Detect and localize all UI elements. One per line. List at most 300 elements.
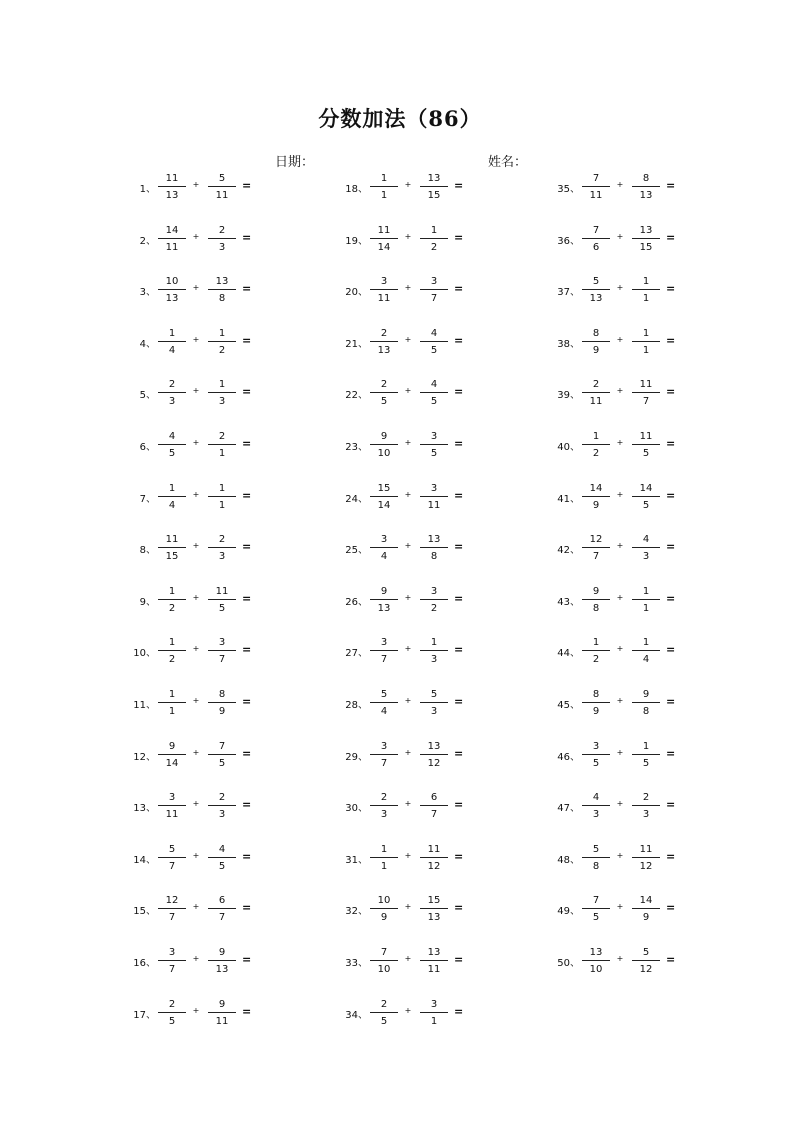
numerator: 7 bbox=[592, 895, 600, 907]
fraction-bar bbox=[158, 857, 186, 858]
numerator: 8 bbox=[592, 327, 600, 339]
numerator: 3 bbox=[168, 946, 176, 958]
fraction-bar bbox=[632, 238, 660, 239]
equals-sign: = bbox=[666, 952, 676, 966]
first-fraction bbox=[582, 791, 610, 821]
fraction-bar bbox=[632, 599, 660, 600]
first-fraction bbox=[158, 791, 186, 821]
problem-row bbox=[118, 631, 358, 683]
plus-sign: + bbox=[404, 1005, 412, 1015]
denominator: 11 bbox=[589, 190, 603, 201]
denominator: 3 bbox=[642, 809, 650, 821]
problem-number: 34、 bbox=[345, 1009, 368, 1021]
denominator: 5 bbox=[218, 757, 226, 769]
fraction-bar bbox=[632, 650, 660, 651]
equals-sign: = bbox=[242, 282, 252, 296]
second-fraction bbox=[208, 843, 236, 873]
first-fraction bbox=[582, 275, 610, 305]
problem-number: 46、 bbox=[557, 751, 580, 763]
numerator: 3 bbox=[430, 998, 438, 1010]
problem-number: 9、 bbox=[139, 596, 156, 608]
problem-row bbox=[118, 322, 358, 374]
numerator: 3 bbox=[430, 276, 438, 288]
denominator: 7 bbox=[380, 654, 388, 666]
first-fraction bbox=[582, 636, 610, 666]
fraction-bar bbox=[208, 444, 236, 445]
numerator: 7 bbox=[592, 173, 600, 184]
numerator: 2 bbox=[592, 379, 600, 391]
plus-sign: + bbox=[192, 386, 200, 396]
problem-row bbox=[542, 322, 782, 374]
second-fraction bbox=[632, 791, 660, 821]
numerator: 6 bbox=[218, 895, 226, 907]
denominator: 15 bbox=[165, 551, 179, 563]
problem-number: 24、 bbox=[345, 493, 368, 505]
problem-number: 38、 bbox=[557, 338, 580, 350]
problem-row bbox=[330, 425, 570, 477]
first-fraction bbox=[370, 688, 398, 718]
plus-sign: + bbox=[404, 334, 412, 344]
problem-number: 29、 bbox=[345, 751, 368, 763]
equals-sign: = bbox=[666, 643, 676, 657]
plus-sign: + bbox=[404, 386, 412, 396]
fraction-bar bbox=[208, 341, 236, 342]
plus-sign: + bbox=[616, 180, 624, 189]
fraction-bar bbox=[208, 186, 236, 187]
problem-number: 50、 bbox=[557, 957, 580, 969]
denominator: 2 bbox=[592, 447, 600, 459]
equals-sign: = bbox=[666, 591, 676, 605]
problem-row bbox=[118, 425, 358, 477]
fraction-bar bbox=[370, 392, 398, 393]
fraction-bar bbox=[420, 857, 448, 858]
second-fraction bbox=[208, 791, 236, 821]
denominator: 7 bbox=[218, 654, 226, 666]
fraction-bar bbox=[582, 754, 610, 755]
first-fraction bbox=[158, 636, 186, 666]
denominator: 5 bbox=[642, 447, 650, 459]
first-fraction bbox=[370, 946, 398, 976]
fraction-bar bbox=[370, 650, 398, 651]
numerator: 11 bbox=[427, 843, 441, 855]
second-fraction bbox=[208, 275, 236, 305]
fraction-bar bbox=[208, 547, 236, 548]
second-fraction bbox=[420, 533, 448, 563]
fraction-bar bbox=[632, 857, 660, 858]
problem-row bbox=[542, 941, 782, 993]
denominator: 8 bbox=[218, 293, 226, 305]
equals-sign: = bbox=[242, 230, 252, 244]
numerator: 1 bbox=[380, 843, 388, 855]
first-fraction bbox=[158, 224, 186, 254]
problem-row bbox=[118, 477, 358, 529]
denominator: 14 bbox=[377, 499, 391, 511]
denominator: 13 bbox=[165, 190, 179, 201]
problem-number: 3、 bbox=[139, 287, 156, 299]
fraction-bar bbox=[632, 960, 660, 961]
equals-sign: = bbox=[242, 694, 252, 708]
first-fraction bbox=[582, 843, 610, 873]
equals-sign: = bbox=[666, 694, 676, 708]
denominator: 2 bbox=[430, 241, 438, 253]
fraction-bar bbox=[420, 960, 448, 961]
second-fraction bbox=[208, 327, 236, 357]
equals-sign: = bbox=[666, 488, 676, 502]
denominator: 4 bbox=[642, 654, 650, 666]
denominator: 5 bbox=[168, 1015, 176, 1027]
plus-sign: + bbox=[616, 747, 624, 757]
fraction-bar bbox=[158, 238, 186, 239]
denominator: 9 bbox=[592, 705, 600, 717]
fraction-bar bbox=[582, 908, 610, 909]
problem-row bbox=[330, 580, 570, 632]
equals-sign: = bbox=[242, 436, 252, 450]
denominator: 15 bbox=[639, 241, 653, 253]
second-fraction bbox=[420, 946, 448, 976]
numerator: 10 bbox=[165, 276, 179, 288]
numerator: 2 bbox=[380, 379, 388, 391]
first-fraction bbox=[158, 482, 186, 512]
equals-sign: = bbox=[666, 230, 676, 244]
fraction-bar bbox=[158, 392, 186, 393]
numerator: 4 bbox=[642, 534, 650, 546]
denominator: 9 bbox=[592, 344, 600, 356]
denominator: 7 bbox=[592, 551, 600, 563]
equals-sign: = bbox=[454, 230, 464, 244]
equals-sign: = bbox=[454, 746, 464, 760]
denominator: 11 bbox=[427, 963, 441, 975]
fraction-bar bbox=[208, 238, 236, 239]
numerator: 4 bbox=[430, 327, 438, 339]
denominator: 3 bbox=[380, 809, 388, 821]
fraction-bar bbox=[208, 1012, 236, 1013]
fraction-bar bbox=[632, 702, 660, 703]
numerator: 2 bbox=[168, 379, 176, 391]
equals-sign: = bbox=[454, 282, 464, 296]
fraction-bar bbox=[420, 186, 448, 187]
equals-sign: = bbox=[666, 746, 676, 760]
denominator: 12 bbox=[639, 963, 653, 975]
denominator: 2 bbox=[168, 602, 176, 614]
second-fraction bbox=[208, 585, 236, 615]
denominator: 8 bbox=[592, 860, 600, 872]
denominator: 14 bbox=[165, 757, 179, 769]
problem-number: 6、 bbox=[139, 441, 156, 453]
numerator: 9 bbox=[380, 430, 388, 442]
problem-row bbox=[118, 838, 358, 890]
numerator: 7 bbox=[218, 740, 226, 752]
denominator: 5 bbox=[430, 344, 438, 356]
first-fraction bbox=[370, 533, 398, 563]
problem-column-3 bbox=[542, 167, 782, 993]
denominator: 7 bbox=[168, 912, 176, 924]
fraction-bar bbox=[582, 444, 610, 445]
problem-number: 35、 bbox=[557, 184, 580, 195]
problem-row bbox=[542, 889, 782, 941]
problem-row bbox=[118, 683, 358, 735]
plus-sign: + bbox=[192, 437, 200, 447]
numerator: 11 bbox=[639, 430, 653, 442]
denominator: 10 bbox=[377, 963, 391, 975]
problem-row bbox=[542, 631, 782, 683]
equals-sign: = bbox=[242, 488, 252, 502]
numerator: 14 bbox=[165, 224, 179, 236]
plus-sign: + bbox=[192, 489, 200, 499]
fraction-bar bbox=[420, 341, 448, 342]
plus-sign: + bbox=[616, 489, 624, 499]
problem-number: 23、 bbox=[345, 441, 368, 453]
numerator: 2 bbox=[218, 224, 226, 236]
fraction-bar bbox=[158, 908, 186, 909]
first-fraction bbox=[158, 585, 186, 615]
numerator: 1 bbox=[218, 482, 226, 494]
denominator: 11 bbox=[427, 499, 441, 511]
denominator: 13 bbox=[215, 963, 229, 975]
problem-number: 7、 bbox=[139, 493, 156, 505]
first-fraction bbox=[582, 172, 610, 202]
first-fraction bbox=[370, 998, 398, 1028]
fraction-bar bbox=[208, 908, 236, 909]
name-label: 姓名： bbox=[488, 155, 528, 170]
fraction-bar bbox=[158, 289, 186, 290]
problem-row bbox=[118, 270, 358, 322]
plus-sign: + bbox=[404, 180, 412, 189]
equals-sign: = bbox=[454, 591, 464, 605]
problem-number: 2、 bbox=[139, 235, 156, 247]
numerator: 13 bbox=[427, 173, 441, 184]
numerator: 1 bbox=[642, 585, 650, 597]
numerator: 1 bbox=[168, 327, 176, 339]
denominator: 5 bbox=[592, 757, 600, 769]
plus-sign: + bbox=[404, 592, 412, 602]
fraction-bar bbox=[370, 186, 398, 187]
numerator: 8 bbox=[218, 688, 226, 700]
denominator: 8 bbox=[430, 551, 438, 563]
problem-row bbox=[330, 373, 570, 425]
fraction-bar bbox=[370, 754, 398, 755]
first-fraction bbox=[158, 998, 186, 1028]
problem-number: 31、 bbox=[345, 854, 368, 866]
problem-number: 39、 bbox=[557, 390, 580, 402]
fraction-bar bbox=[582, 341, 610, 342]
problem-number: 47、 bbox=[557, 803, 580, 815]
fraction-bar bbox=[208, 650, 236, 651]
fraction-bar bbox=[582, 702, 610, 703]
denominator: 11 bbox=[165, 241, 179, 253]
problem-number: 15、 bbox=[133, 906, 156, 918]
fraction-bar bbox=[158, 650, 186, 651]
denominator: 5 bbox=[218, 860, 226, 872]
denominator: 5 bbox=[430, 396, 438, 408]
second-fraction bbox=[632, 430, 660, 460]
denominator: 5 bbox=[168, 447, 176, 459]
problem-row bbox=[330, 889, 570, 941]
denominator: 1 bbox=[642, 344, 650, 356]
fraction-bar bbox=[632, 547, 660, 548]
fraction-bar bbox=[582, 805, 610, 806]
fraction-bar bbox=[370, 702, 398, 703]
equals-sign: = bbox=[454, 798, 464, 812]
fraction-bar bbox=[582, 599, 610, 600]
denominator: 9 bbox=[380, 912, 388, 924]
problem-number: 27、 bbox=[345, 648, 368, 660]
plus-sign: + bbox=[616, 902, 624, 912]
fraction-bar bbox=[208, 392, 236, 393]
equals-sign: = bbox=[666, 333, 676, 347]
fraction-bar bbox=[632, 341, 660, 342]
fraction-bar bbox=[420, 289, 448, 290]
numerator: 1 bbox=[642, 327, 650, 339]
denominator: 3 bbox=[168, 396, 176, 408]
numerator: 13 bbox=[427, 534, 441, 546]
plus-sign: + bbox=[192, 695, 200, 705]
equals-sign: = bbox=[454, 1004, 464, 1018]
denominator: 1 bbox=[168, 705, 176, 717]
problem-number: 42、 bbox=[557, 545, 580, 557]
second-fraction bbox=[208, 998, 236, 1028]
problem-number: 45、 bbox=[557, 699, 580, 711]
problem-number: 13、 bbox=[133, 803, 156, 815]
numerator: 11 bbox=[639, 843, 653, 855]
fraction-bar bbox=[370, 496, 398, 497]
numerator: 15 bbox=[427, 895, 441, 907]
equals-sign: = bbox=[242, 591, 252, 605]
numerator: 3 bbox=[168, 792, 176, 804]
denominator: 13 bbox=[639, 190, 653, 201]
problem-row bbox=[330, 683, 570, 735]
denominator: 7 bbox=[642, 396, 650, 408]
problem-number: 40、 bbox=[557, 441, 580, 453]
plus-sign: + bbox=[616, 695, 624, 705]
fraction-bar bbox=[158, 547, 186, 548]
problem-row bbox=[542, 528, 782, 580]
problem-number: 12、 bbox=[133, 751, 156, 763]
denominator: 4 bbox=[168, 499, 176, 511]
plus-sign: + bbox=[616, 541, 624, 551]
fraction-bar bbox=[420, 238, 448, 239]
denominator: 1 bbox=[642, 293, 650, 305]
equals-sign: = bbox=[454, 643, 464, 657]
fraction-bar bbox=[420, 1012, 448, 1013]
denominator: 7 bbox=[168, 963, 176, 975]
equals-sign: = bbox=[454, 694, 464, 708]
denominator: 2 bbox=[592, 654, 600, 666]
problem-row bbox=[330, 322, 570, 374]
plus-sign: + bbox=[192, 644, 200, 654]
plus-sign: + bbox=[616, 799, 624, 809]
numerator: 5 bbox=[218, 173, 226, 184]
second-fraction bbox=[420, 430, 448, 460]
first-fraction bbox=[158, 430, 186, 460]
denominator: 8 bbox=[642, 705, 650, 717]
second-fraction bbox=[632, 224, 660, 254]
denominator: 3 bbox=[218, 241, 226, 253]
problem-number: 8、 bbox=[139, 545, 156, 557]
equals-sign: = bbox=[242, 1004, 252, 1018]
fraction-bar bbox=[370, 444, 398, 445]
fraction-bar bbox=[582, 857, 610, 858]
denominator: 3 bbox=[218, 809, 226, 821]
numerator: 11 bbox=[165, 173, 179, 184]
numerator: 11 bbox=[377, 224, 391, 236]
plus-sign: + bbox=[404, 437, 412, 447]
equals-sign: = bbox=[242, 179, 252, 192]
first-fraction bbox=[370, 740, 398, 770]
numerator: 9 bbox=[218, 998, 226, 1010]
plus-sign: + bbox=[616, 953, 624, 963]
plus-sign: + bbox=[404, 747, 412, 757]
numerator: 1 bbox=[642, 740, 650, 752]
numerator: 14 bbox=[639, 895, 653, 907]
problem-row bbox=[118, 580, 358, 632]
fraction-bar bbox=[420, 444, 448, 445]
plus-sign: + bbox=[192, 747, 200, 757]
problem-row bbox=[118, 735, 358, 787]
plus-sign: + bbox=[192, 180, 200, 189]
numerator: 3 bbox=[380, 740, 388, 752]
second-fraction bbox=[632, 275, 660, 305]
equals-sign: = bbox=[242, 798, 252, 812]
equals-sign: = bbox=[454, 179, 464, 192]
numerator: 9 bbox=[168, 740, 176, 752]
second-fraction bbox=[420, 378, 448, 408]
numerator: 1 bbox=[642, 276, 650, 288]
denominator: 9 bbox=[592, 499, 600, 511]
first-fraction bbox=[582, 740, 610, 770]
denominator: 15 bbox=[427, 190, 441, 201]
numerator: 9 bbox=[218, 946, 226, 958]
equals-sign: = bbox=[242, 540, 252, 554]
fraction-bar bbox=[158, 1012, 186, 1013]
fraction-bar bbox=[208, 496, 236, 497]
first-fraction bbox=[158, 843, 186, 873]
denominator: 9 bbox=[218, 705, 226, 717]
plus-sign: + bbox=[192, 283, 200, 293]
second-fraction bbox=[632, 533, 660, 563]
equals-sign: = bbox=[242, 385, 252, 399]
denominator: 7 bbox=[380, 757, 388, 769]
fraction-bar bbox=[208, 754, 236, 755]
second-fraction bbox=[420, 172, 448, 202]
fraction-bar bbox=[370, 960, 398, 961]
problem-row bbox=[330, 167, 570, 219]
equals-sign: = bbox=[454, 901, 464, 915]
fraction-bar bbox=[370, 805, 398, 806]
fraction-bar bbox=[158, 496, 186, 497]
equals-sign: = bbox=[454, 333, 464, 347]
equals-sign: = bbox=[454, 488, 464, 502]
first-fraction bbox=[370, 275, 398, 305]
problem-row bbox=[330, 941, 570, 993]
plus-sign: + bbox=[404, 541, 412, 551]
fraction-bar bbox=[632, 805, 660, 806]
numerator: 2 bbox=[218, 534, 226, 546]
fraction-bar bbox=[208, 289, 236, 290]
fraction-bar bbox=[632, 289, 660, 290]
numerator: 14 bbox=[589, 482, 603, 494]
fraction-bar bbox=[420, 650, 448, 651]
fraction-bar bbox=[420, 754, 448, 755]
first-fraction bbox=[158, 894, 186, 924]
denominator: 7 bbox=[168, 860, 176, 872]
numerator: 4 bbox=[592, 792, 600, 804]
denominator: 5 bbox=[642, 757, 650, 769]
plus-sign: + bbox=[616, 334, 624, 344]
equals-sign: = bbox=[454, 436, 464, 450]
denominator: 1 bbox=[218, 447, 226, 459]
denominator: 12 bbox=[639, 860, 653, 872]
problem-number: 11、 bbox=[133, 699, 156, 711]
